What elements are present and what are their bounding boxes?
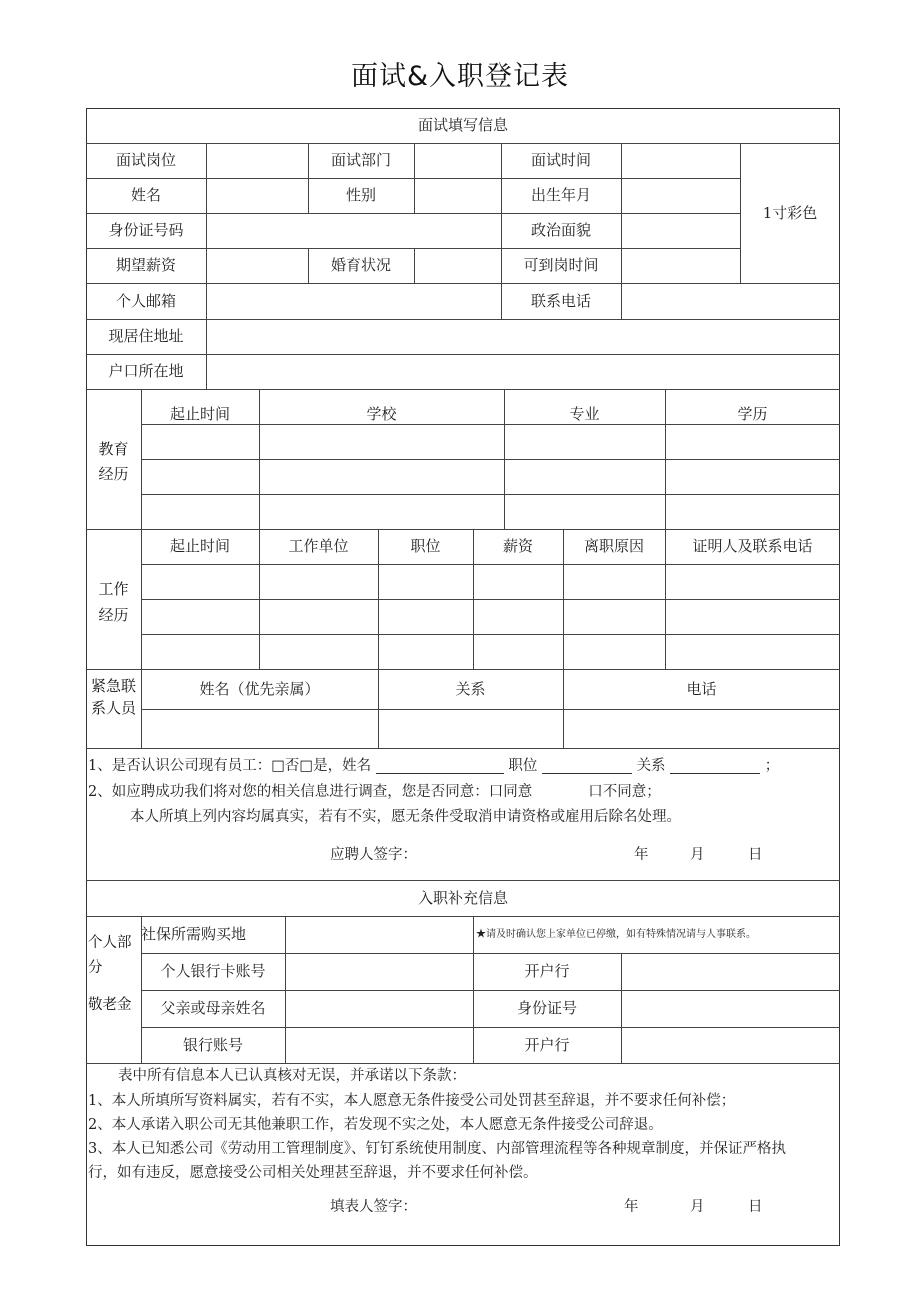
filler-sign-field[interactable] [418,1194,608,1218]
pledge-item-1: 1、本人所填所写资料属实，若有不实，本人愿意无条件接受公司处罚甚至辞退，并不要求任何补偿； [88,1093,736,1109]
label-interview-time: 面试时间 [530,151,591,169]
input-bank-branch[interactable] [622,954,839,990]
work-header-company: 工作单位 [288,537,349,555]
q1-relation-blank[interactable] [670,761,760,774]
input-parent-id[interactable] [622,991,839,1027]
q2-disagree-option[interactable]: 口不同意； [588,784,661,800]
input-salary[interactable] [207,249,307,283]
label-gender: 性别 [345,186,376,204]
input-bank-card[interactable] [286,954,472,990]
divider [86,1063,840,1064]
input-birth[interactable] [622,179,739,213]
pledge-item-3-line-1: 3、本人已知悉公司《劳动用工管理制度》、钉钉系统使用制度、内部管理流程等各种规章制度，并保证严格执 [88,1141,786,1157]
label-marital: 婚育状况 [330,256,391,274]
label-parent-name: 父亲或母亲姓名 [160,999,266,1017]
q2-agree-option[interactable]: 口同意 [488,784,533,800]
input-phone[interactable] [622,284,839,319]
photo-box[interactable]: 1寸彩色 [762,203,818,222]
label-political: 政治面貌 [530,221,591,239]
label-parent-id: 身份证号 [516,999,577,1017]
q1-name-blank[interactable] [376,761,504,774]
label-arrival: 可到岗时间 [523,256,599,274]
emergency-label-1: 紧急联 [90,676,136,695]
input-position[interactable] [207,144,307,178]
label-social-location: 社保所需购买地 [141,925,247,943]
pledge-item-2: 2、本人承诺入职公司无其他兼职工作，若发现不实之处，本人愿意无条件接受公司辞退。 [88,1117,663,1133]
input-arrival[interactable] [622,249,739,283]
question-1 [88,759,779,774]
input-id[interactable] [207,214,500,248]
elder-fund-label: 敬老金 [88,997,132,1013]
work-row-3[interactable] [142,635,840,669]
applicant-sign-field[interactable] [418,842,608,866]
personal-label-1: 个人部 [88,935,132,951]
label-name: 姓名 [130,186,161,204]
onboarding-section-header: 入职补充信息 [417,888,508,907]
pledge-item-3-line-2: 行，如有违反，愿意接受公司相关处理甚至辞退，并不要求任何补偿。 [88,1165,538,1181]
question-1-relation: 关系 [636,758,666,774]
label-phone: 联系电话 [530,291,591,310]
input-hukou[interactable] [207,355,839,389]
applicant-date-month: 月 [690,847,705,863]
label-position: 面试岗位 [115,151,176,169]
input-interview-time[interactable] [622,144,739,178]
filler-date-month: 月 [690,1199,705,1215]
work-header-period: 起止时间 [169,537,230,555]
applicant-sign-label: 应聘人签字： [330,847,417,863]
filler-sign-label: 填表人签字： [330,1199,417,1215]
input-parent-branch[interactable] [622,1028,839,1063]
input-political[interactable] [622,214,739,248]
emergency-header-name: 姓名（优先亲属） [199,679,320,698]
edu-header-period: 起止时间 [169,405,230,423]
label-bank-branch: 开户行 [524,962,570,980]
edu-row-1[interactable] [142,425,840,459]
question-2-prefix: 2、如应聘成功我们将对您的相关信息进行调查，您是否同意： [88,784,489,800]
page-title: 面试&入职登记表 [350,61,570,92]
interview-section-header: 面试填写信息 [417,116,508,134]
work-row-1[interactable] [142,565,840,599]
input-parent-account[interactable] [286,1028,472,1063]
applicant-date-year: 年 [634,847,649,863]
work-header-salary: 薪资 [502,537,533,555]
question-2 [88,785,661,800]
question-1-position: 职位 [508,758,538,774]
social-security-note: ★请及时确认您上家单位已停缴，如有特殊情况请与人事联系。 [476,928,756,940]
label-parent-branch: 开户行 [524,1035,570,1054]
edu-header-school: 学校 [366,405,397,423]
divider [86,389,840,390]
work-header-reference: 证明人及联系电话 [692,537,813,555]
emergency-header-phone: 电话 [686,679,717,698]
divider [86,748,840,749]
emergency-row[interactable] [142,710,840,748]
personal-label-2: 分 [88,960,103,976]
label-dept: 面试部门 [330,151,391,169]
label-address: 现居住地址 [108,327,184,345]
label-id: 身份证号码 [108,221,184,239]
filler-date-day: 日 [748,1199,763,1215]
input-email[interactable] [207,284,500,319]
question-1-end: ； [764,758,780,774]
input-dept[interactable] [415,144,500,178]
input-gender[interactable] [415,179,500,213]
label-parent-account: 银行账号 [182,1035,243,1054]
pledge-intro: 表中所有信息本人已认真核对无误，并承诺以下条款： [118,1068,466,1084]
question-1-prefix: 1、是否认识公司现有员工：□否□是，姓名 [88,758,372,774]
education-label-1: 教育 [98,439,129,458]
input-parent-name[interactable] [286,991,472,1027]
label-salary: 期望薪资 [115,256,176,274]
education-label-2: 经历 [98,464,129,483]
label-bank-card: 个人银行卡账号 [160,962,266,980]
emergency-label-2: 系人员 [90,698,136,717]
label-email: 个人邮箱 [115,291,176,310]
edu-row-3[interactable] [142,495,840,529]
input-marital[interactable] [415,249,500,283]
emergency-header-relation: 关系 [455,679,486,698]
input-social-location[interactable] [286,917,472,953]
filler-date-year: 年 [624,1199,639,1215]
applicant-date-day: 日 [748,847,763,863]
edu-header-major: 专业 [569,405,600,423]
work-label-2: 经历 [98,605,129,624]
work-row-2[interactable] [142,600,840,634]
declaration: 本人所填上列内容均属真实，若有不实，愿无条件受取消申请资格或雇用后除名处理。 [130,809,681,825]
label-hukou: 户口所在地 [108,362,184,380]
work-header-position: 职位 [410,537,441,555]
label-birth: 出生年月 [530,186,591,204]
work-label-1: 工作 [98,579,129,598]
edu-header-degree: 学历 [737,405,768,423]
input-address[interactable] [207,320,839,354]
q1-position-blank[interactable] [542,761,632,774]
work-header-reason: 离职原因 [583,537,644,555]
input-name[interactable] [207,179,307,213]
edu-row-2[interactable] [142,460,840,494]
